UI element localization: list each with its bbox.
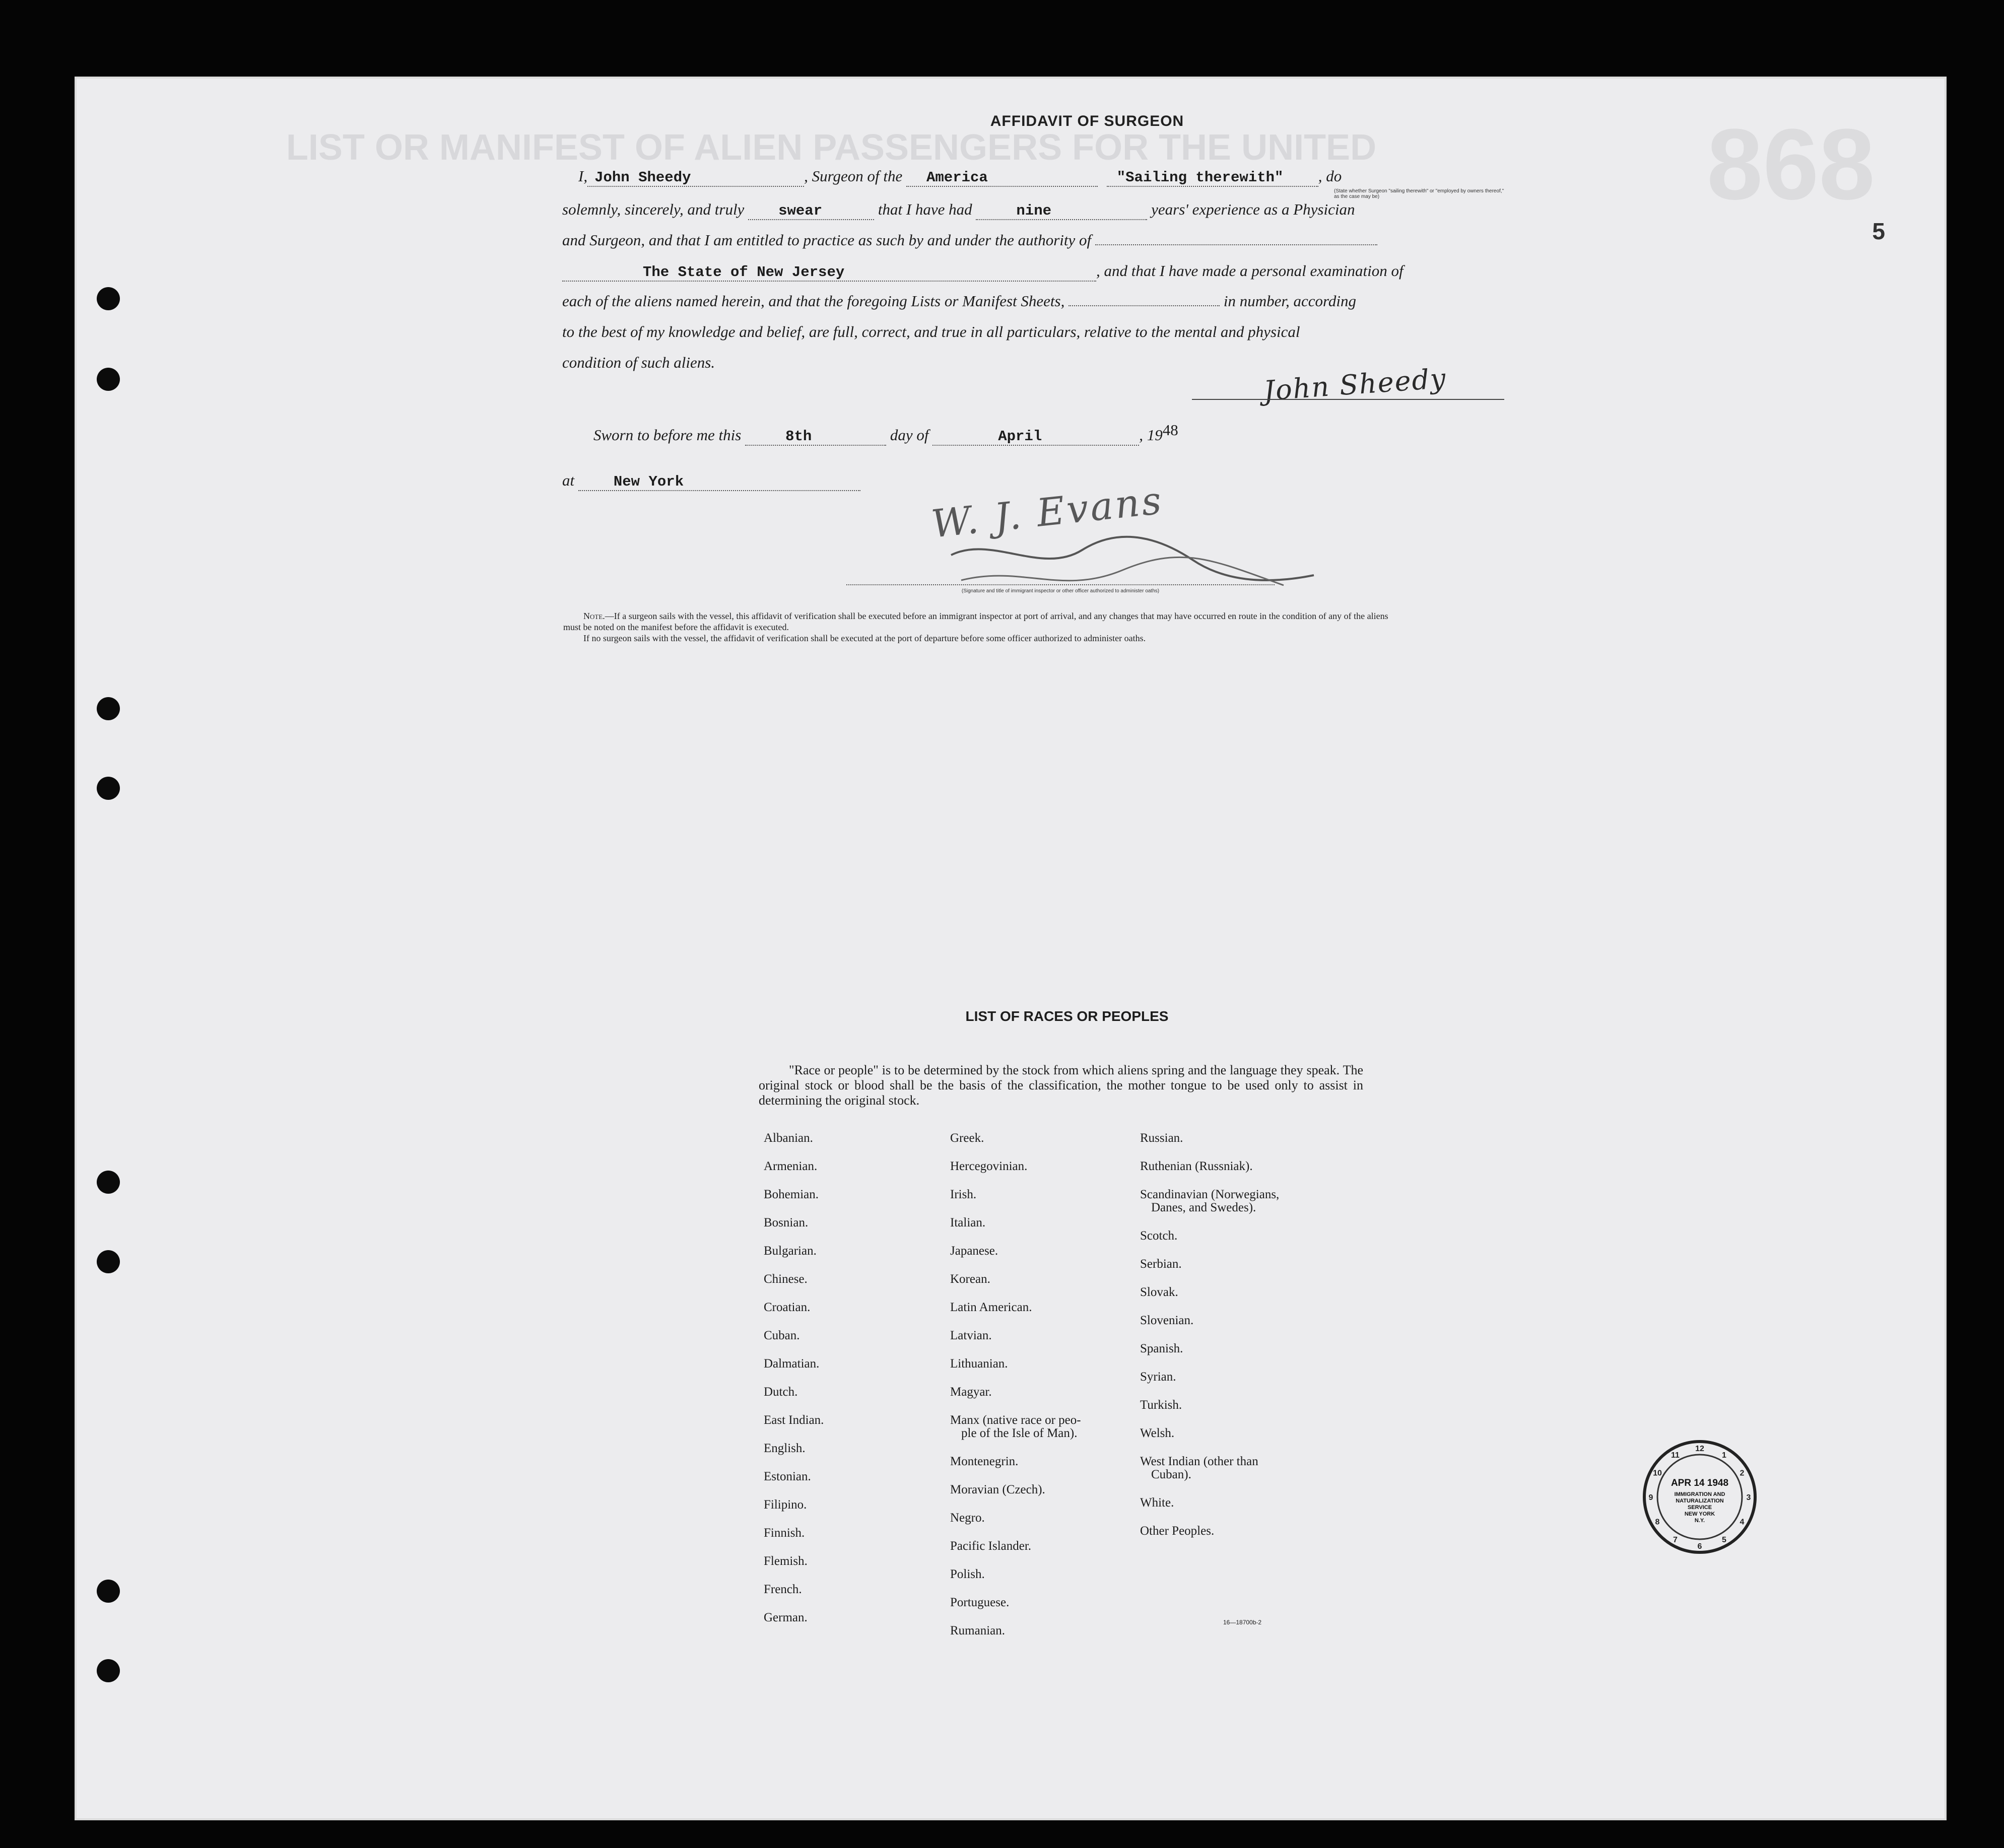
race-item: Turkish. — [1140, 1398, 1182, 1412]
affidavit-title: AFFIDAVIT OF SURGEON — [990, 113, 1184, 129]
line-6-text: to the best of my knowledge and belief, are full, correct, and true in all particulars, relative to the mental and physical — [562, 323, 1300, 340]
race-item: East Indian. — [764, 1413, 824, 1427]
affidavit-note-2 — [563, 633, 1399, 644]
race-item: Armenian. — [764, 1159, 818, 1173]
race-item: Bohemian. — [764, 1188, 819, 1201]
stamp-hour: 7 — [1673, 1536, 1678, 1544]
day-of-label: day of — [890, 426, 929, 444]
surgeon-name-field: John Sheedy — [587, 169, 804, 187]
year-prefix: , 19 — [1139, 426, 1163, 444]
note-text-1: —If a surgeon sails with the vessel, this affidavit of verification shall be executed before an immigrant inspector at port of arrival, and any changes that may have occurred en route in the condition of any of the aliens must be noted on the manifest before the affidavit is executed. — [563, 611, 1388, 632]
oath-field: swear — [748, 202, 874, 220]
line-2-text: solemnly, sincerely, and truly — [562, 200, 745, 218]
note-lead: Note. — [583, 611, 605, 621]
race-item: Syrian. — [1140, 1370, 1176, 1384]
race-item: Irish. — [950, 1188, 977, 1201]
race-item: Bulgarian. — [764, 1244, 817, 1258]
note-text-2: If no surgeon sails with the vessel, the affidavit of verification shall be executed at the port of departure before some officer authorized to administer oaths. — [583, 633, 1146, 643]
race-item: Dutch. — [764, 1385, 798, 1399]
race-item: Latvian. — [950, 1329, 992, 1342]
years-field: nine — [976, 202, 1147, 220]
line-4-text: , and that I have made a personal examination of — [1096, 262, 1404, 280]
form-code: 16—18700b-2 — [1223, 1619, 1262, 1626]
stamp-hour: 5 — [1722, 1536, 1726, 1544]
stamp-line-4: NEW YORK — [1684, 1511, 1715, 1517]
stamp-hour: 4 — [1740, 1518, 1745, 1527]
punch-hole — [97, 1250, 120, 1273]
affidavit-line-3 — [562, 231, 1377, 249]
race-item: Welsh. — [1140, 1426, 1175, 1440]
race-item: Slovak. — [1140, 1285, 1178, 1299]
inspection-stamp — [1642, 1440, 1757, 1554]
stamp-line-3: SERVICE — [1687, 1504, 1712, 1511]
place-line — [562, 471, 860, 491]
sheets-count-field — [1068, 305, 1220, 306]
race-item: Moravian (Czech). — [950, 1483, 1045, 1496]
race-item: Italian. — [950, 1216, 986, 1229]
race-item: Serbian. — [1140, 1257, 1182, 1271]
race-item: Hercegovinian. — [950, 1159, 1028, 1173]
race-item: ple of the Isle of Man). — [961, 1426, 1078, 1440]
race-item: Cuban). — [1151, 1468, 1191, 1481]
line-2-text-c: years' experience as a Physician — [1151, 200, 1355, 218]
stamp-hour: 11 — [1671, 1451, 1680, 1460]
affidavit-line-4 — [562, 262, 1404, 282]
sworn-day-field: 8th — [745, 428, 886, 446]
affidavit-note — [563, 610, 1399, 633]
race-item: Dalmatian. — [764, 1357, 820, 1371]
vessel-field: America — [906, 169, 1098, 187]
line-3-text: and Surgeon, and that I am entitled to practice as such by and under the authority of — [562, 231, 1092, 249]
race-item: Other Peoples. — [1140, 1524, 1215, 1538]
place-field: New York — [578, 473, 860, 491]
races-column-2 — [950, 1124, 1081, 1645]
sailing-field: "Sailing therewith" — [1107, 169, 1318, 187]
race-item: Bosnian. — [764, 1216, 809, 1229]
line-5-text-b: in number, according — [1223, 292, 1357, 310]
manifest-page — [75, 77, 1947, 1820]
race-item: Manx (native race or peo- — [950, 1413, 1081, 1427]
race-item: Cuban. — [764, 1329, 800, 1342]
race-item: Polish. — [950, 1567, 985, 1581]
race-item: Estonian. — [764, 1470, 811, 1483]
race-item: Danes, and Swedes). — [1151, 1201, 1256, 1214]
stamp-hour: 2 — [1740, 1469, 1745, 1478]
stamp-hour: 12 — [1695, 1445, 1704, 1453]
do-label: , do — [1318, 167, 1342, 185]
race-item: German. — [764, 1611, 808, 1624]
race-item: West Indian (other than — [1140, 1455, 1258, 1468]
race-item: French. — [764, 1583, 802, 1596]
races-column-3 — [1140, 1124, 1279, 1545]
race-item: Scotch. — [1140, 1229, 1178, 1243]
affidavit-line-2 — [562, 200, 1355, 220]
race-item: Albanian. — [764, 1131, 813, 1145]
punch-hole — [97, 368, 120, 391]
punch-hole — [97, 1171, 120, 1194]
officer-caption: (Signature and title of immigrant inspector or other officer authorized to administer oaths) — [961, 588, 1160, 594]
authority-field: The State of New Jersey — [562, 264, 1096, 282]
race-item: Ruthenian (Russniak). — [1140, 1159, 1253, 1173]
race-item: Greek. — [950, 1131, 984, 1145]
i-label: I, — [578, 167, 588, 185]
sworn-line — [593, 421, 1178, 446]
race-item: Slovenian. — [1140, 1314, 1194, 1327]
line-7-text: condition of such aliens. — [562, 354, 715, 371]
race-item: Russian. — [1140, 1131, 1183, 1145]
race-item: Scandinavian (Norwegians, — [1140, 1188, 1280, 1201]
races-column-1 — [764, 1124, 824, 1632]
stamp-hour: 9 — [1648, 1493, 1653, 1502]
year-suffix: 48 — [1162, 421, 1178, 439]
officer-signature-line — [846, 584, 1275, 585]
at-label: at — [562, 471, 575, 489]
races-intro: "Race or people" is to be determined by the stock from which aliens spring and the language they speak. The original stock or blood shall be the basis of the classification, the mother tongue to be used only to assist in determining the original stock. — [759, 1063, 1363, 1108]
race-item: White. — [1140, 1496, 1174, 1510]
punch-hole — [97, 287, 120, 310]
race-item: Croatian. — [764, 1301, 811, 1314]
surgeon-signature: John Sheedy — [1262, 362, 1448, 407]
affidavit-line-1 — [578, 167, 1342, 187]
race-item: Magyar. — [950, 1385, 992, 1399]
race-item: Korean. — [950, 1272, 990, 1286]
stamp-hour: 8 — [1655, 1518, 1660, 1527]
race-item: Spanish. — [1140, 1342, 1183, 1355]
race-item: Rumanian. — [950, 1624, 1006, 1637]
sailing-hint: (State whether Surgeon "sailing therewith" or "employed by owners thereof," as the case may be) — [1334, 188, 1504, 199]
race-item: Negro. — [950, 1511, 985, 1525]
stamp-hour: 1 — [1722, 1451, 1726, 1460]
race-item: Latin American. — [950, 1301, 1032, 1314]
bleed-through-number: 868 — [1707, 108, 1875, 221]
race-item: Finnish. — [764, 1526, 805, 1540]
bleed-through-text: LIST OR MANIFEST OF ALIEN PASSENGERS FOR THE UNITED — [286, 127, 1377, 168]
stamp-hour: 10 — [1653, 1469, 1662, 1478]
officer-signature: W. J. Evans — [929, 477, 1166, 546]
surgeon-of-label: , Surgeon of the — [804, 167, 903, 185]
races-title: LIST OF RACES OR PEOPLES — [965, 1008, 1169, 1024]
race-item: English. — [764, 1442, 806, 1455]
page-number: 5 — [1872, 218, 1885, 244]
race-item: Montenegrin. — [950, 1455, 1019, 1468]
stamp-hour: 3 — [1746, 1493, 1751, 1502]
line-5-text: each of the aliens named herein, and that the foregoing Lists or Manifest Sheets, — [562, 292, 1065, 310]
affidavit-line-6 — [562, 323, 1300, 341]
sworn-label: Sworn to before me this — [593, 426, 742, 444]
race-item: Filipino. — [764, 1498, 807, 1512]
affidavit-line-7 — [562, 354, 715, 372]
stamp-date: APR 14 1948 — [1671, 1478, 1729, 1488]
punch-hole — [97, 697, 120, 720]
surgeon-signature-line — [1192, 399, 1504, 400]
punch-hole — [97, 1659, 120, 1682]
stamp-hour: 6 — [1697, 1542, 1702, 1551]
stamp-line-2: NATURALIZATION — [1676, 1498, 1724, 1504]
race-item: Chinese. — [764, 1272, 808, 1286]
authority-blank — [1095, 244, 1377, 245]
stamp-line-1: IMMIGRATION AND — [1674, 1491, 1725, 1497]
race-item: Lithuanian. — [950, 1357, 1008, 1371]
affidavit-line-5 — [562, 292, 1356, 310]
race-item: Japanese. — [950, 1244, 998, 1258]
sworn-month-field: April — [932, 428, 1139, 446]
line-2-text-b: that I have had — [878, 200, 972, 218]
punch-hole — [97, 1580, 120, 1603]
race-item: Portuguese. — [950, 1596, 1010, 1609]
stamp-line-5: N.Y. — [1694, 1518, 1705, 1524]
punch-hole — [97, 777, 120, 800]
race-item: Pacific Islander. — [950, 1539, 1032, 1553]
race-item: Flemish. — [764, 1554, 808, 1568]
